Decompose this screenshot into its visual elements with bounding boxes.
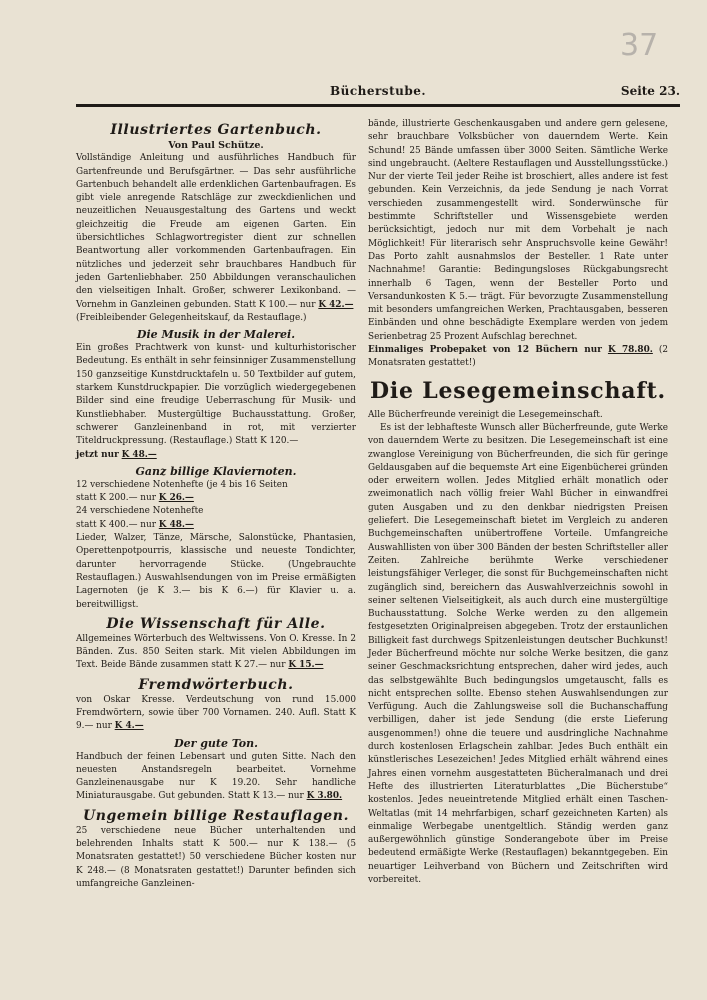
foreign-price: K 4.— <box>114 721 144 732</box>
piano-price2: K 48.— <box>158 519 194 530</box>
garden-heading: Illustriertes Gartenbuch. <box>110 122 322 138</box>
science-heading: Die Wissenschaft für Alle. <box>106 615 326 632</box>
music-heading: Die Musik in der Malerei. <box>136 328 296 342</box>
tone-body: Handbuch der feinen Lebensart und guten Sitte. Nach den neuesten Anstandsregeln bearbeitet. Vornehme Ganzleinenausgabe nur K 19.20. Sehr handliche Miniaturausgabe. Gut gebunden. Statt K 13.— nur K 3.80. <box>76 751 356 802</box>
foreign-body: von Oskar Kresse. Verdeutschung von rund 15.000 Fremdwörtern, sowie über 700 Vornamen. 240. Aufl. Statt K 9.— nur K 4.— <box>76 694 356 732</box>
garden-price: K 42.— <box>318 299 354 310</box>
science-price: K 15.— <box>288 660 324 671</box>
left-column <box>76 118 356 891</box>
piano-line2b: statt K 400.— nur K 48.— <box>76 519 194 530</box>
piano-line2: 24 verschiedene Notenhefte <box>76 506 204 517</box>
foreign-heading: Fremdwörterbuch. <box>138 676 294 693</box>
music-price: K 48.— <box>121 449 157 460</box>
piano-body: Lieder, Walzer, Tänze, Märsche, Salonstücke, Phantasien, Operettenpotpourris, klassische und neueste Tondichter, darunter hervorragende Stücke. (Ungebrauchte Restauflagen.) Auswahlsendungen von im Preise ermäßigten Lagernoten (je K 3.— bis K 6.—) für Klavier u. a. bereitwilligst. <box>76 533 356 610</box>
piano-line1: 12 verschiedene Notenhefte (je 4 bis 16 Seiten <box>76 479 288 490</box>
pencil-annotation: 37 <box>620 28 659 63</box>
piano-price1: K 26.— <box>158 493 194 504</box>
garden-note: (Freibleibender Gelegenheitskauf, da Restauflage.) <box>76 312 307 323</box>
running-header <box>76 84 680 107</box>
probe-line: Einmaliges Probepaket von 12 Büchern nur K 78.80. (2 Monatsraten gestattet!) <box>368 345 668 369</box>
tone-heading: Der gute Ton. <box>174 736 258 750</box>
garden-author: Von Paul Schütze. <box>168 140 264 151</box>
right-column <box>368 118 668 887</box>
lese-heading: Die Lesegemeinschaft. <box>369 377 667 404</box>
garden-body: Vollständige Anleitung und ausführliches Handbuch für Gartenfreunde und Berufsgärtner. — Das sehr ausführliche Gartenbuch behandelt alle erdenklichen Gartenbaufragen. Es gibt viele anregende Ratschläge zur zweckdienlichen und neuzeitlichen Neuausgestaltung des Gartens und weckt gleichzeitig die Freude am eigenen Garten. Ein übersichtliches Schlagwortregister dient zur schnellen Beantwortung aller vorkommenden Gartenbaufragen. Ein nützliches und jederzeit sehr brauchbares Handbuch für jeden Gartenliebhaber. 250 Abbildungen veranschaulichen den vielseitigen Inhalt. Großer, schwerer Lexikonband. — Vornehm in Ganzleinen gebunden. Statt K 100.— nur K 42.— <box>76 153 356 310</box>
music-price-line: jetzt nur K 48.— <box>76 449 157 460</box>
piano-line1b: statt K 200.— nur K 26.— <box>76 493 194 504</box>
tone-price: K 3.80. <box>306 791 343 802</box>
lese-body: Es ist der lebhafteste Wunsch aller Bücherfreunde, gute Werke von dauerndem Werte zu besitzen. Die Lesegemeinschaft ist eine zwanglose Vereinigung von Bücherfreunden, die sich für geringe Geldausgaben auf die bequemste Art eine Eigenbücherei gründen oder erweitern wollen. Jedes Mitglied erhält monatlich oder zweimonatlich nach völlig freier Wahl Bücher in einwandfrei guten Ausgaben und zu den denkbar niedrigsten Preisen geliefert. Die Lesegemeinschaft bietet im Vergleich zu anderen Buchgemeinschaften unübertroffene Vorteile. Umfangreiche Auswahllisten von über 300 Bänden der besten Schriftsteller aller Zeiten. Zahlreiche berühmte Werke verschiedener leistungsfähiger Verleger, die sonst für Buchgemeinschaften nicht zugänglich sind, bereichern das Auswahlverzeichnis sowohl in seiner seltenen Vielseitigkeit, als auch durch eine mustergültige Buchausstattung. Solche Werke werden zu den allgemein festgesetzten Originalpreisen abgegeben. Trotz der erstaunlichen Billigkeit fast durchwegs Spitzenleistungen deutscher Buchkunst! Jeder Bücherfreund möchte nur solche Werke besitzen, die ganz seiner Geschmacksrichtung entsprechen, daher wird jedes, auch das selbstgewählte Buch bedingungslos umgetauscht, falls es nicht entsprechen sollte. Ebenso stehen Auswahlsendungen zur Verfügung. Auch die Zahlungsweise soll die Buchanschaffung verbilligen, daher ist jede Sendung (die erste Lieferung ausgenommen!) ohne die teuere und ausdringliche Nachnahme durch kostenlosen Erlagschein zahlbar. Jedes Buch enthält ein künstlerisches Lesezeichen! Jedes Mitglied erhält während eines Jahres einen vornehm ausgestatteten Bücheralmanach und drei Hefte des illustrierten Literaturblattes „Die Bücherstube“ kostenlos. Jedes neueintretende Mitglied erhält einen Taschen-Weltatlas (mit 14 mehrfarbigen, scharf gezeichneten Karten) als einmalige Werbegabe unentgeltlich. Ständig werden ganz außergewöhnlich günstige Sonderangebote über im Preise bedeutend ermäßigte Werke (Restauflagen) bekanntgegeben. Ein neuartiger Leihverband von Büchern und Zeitschriften wird vorbereitet. <box>368 422 668 886</box>
lese-subtitle: Alle Bücherfreunde vereinigt die Lesegemeinschaft. <box>368 409 603 420</box>
page-number: Seite 23. <box>620 84 680 98</box>
music-body: Ein großes Prachtwerk von kunst- und kulturhistorischer Bedeutung. Es enthält in sehr feinsinniger Zusammenstellung 150 ganzseitige Kunstdrucktafeln u. 50 Textbilder auf gutem, starkem Kunstdruckpapier. Die vorzüglich wiedergegebenen Bilder sind eine freudige Ueberraschung für Musik- und Kunstliebhaber. Mustergültige Buchausstattung. Großer, schwerer Ganzleinenband in rot, mit verzierter Titeldruckpressung. (Restauflage.) Statt K 120.— <box>76 343 356 447</box>
rest-continued-body: bände, illustrierte Geschenkausgaben und andere gern gelesene, sehr brauchbare Volksbücher von dauerndem Werte. Kein Schund! 25 Bände umfassen über 3000 Seiten. Sämtliche Werke sind ungebraucht. (Aeltere Restauflagen und Ausstellungsstücke.) Nur der vierte Teil jeder Reihe ist broschiert, alles andere ist fest gebunden. Kein Verzeichnis, da jede Sendung je nach Vorrat verschieden zusammengestellt wird. Sonderwünsche für bestimmte Schriftsteller und Wissensgebiete werden berücksichtigt, jedoch nur mit dem Vorbehalt je nach Möglichkeit! Für literarisch sehr Anspruchsvolle keine Gewähr! Das Porto zahlt ausnahmslos der Besteller. 1 Rate unter Nachnahme! Garantie: Bedingungsloses Rückgabungsrecht innerhalb 6 Tagen, wenn der Besteller Porto und Versandunkosten K 5.— trägt. Für bevorzugte Zusammenstellung mit besonders umfangreichen Werken, Prachtausgaben, besseren Einbänden und ohne beschädigte Exemplare werden von jedem Serienbetrag 25 Prozent Aufschlag berechnet. <box>368 119 668 342</box>
piano-heading: Ganz billige Klaviernoten. <box>135 464 297 478</box>
probe-price: K 78.80. <box>607 345 653 356</box>
science-body: Allgemeines Wörterbuch des Weltwissens. Von O. Kresse. In 2 Bänden. Zus. 850 Seiten stark. Mit vielen Abbildungen im Text. Beide Bände zusammen statt K 27.— nur K 15.— <box>76 633 356 671</box>
rest-body: 25 verschiedene neue Bücher unterhaltenden und belehrenden Inhalts statt K 500.— nur K 138.— (5 Monatsraten gestattet!) 50 verschiedene Bücher kosten nur K 248.— (8 Monatsraten gestattet!) Darunter befinden sich umfangreiche Ganzleinen- <box>76 825 356 889</box>
header-title: Bücherstube. <box>329 84 427 98</box>
rest-heading: Ungemein billige Restauflagen. <box>82 807 350 824</box>
